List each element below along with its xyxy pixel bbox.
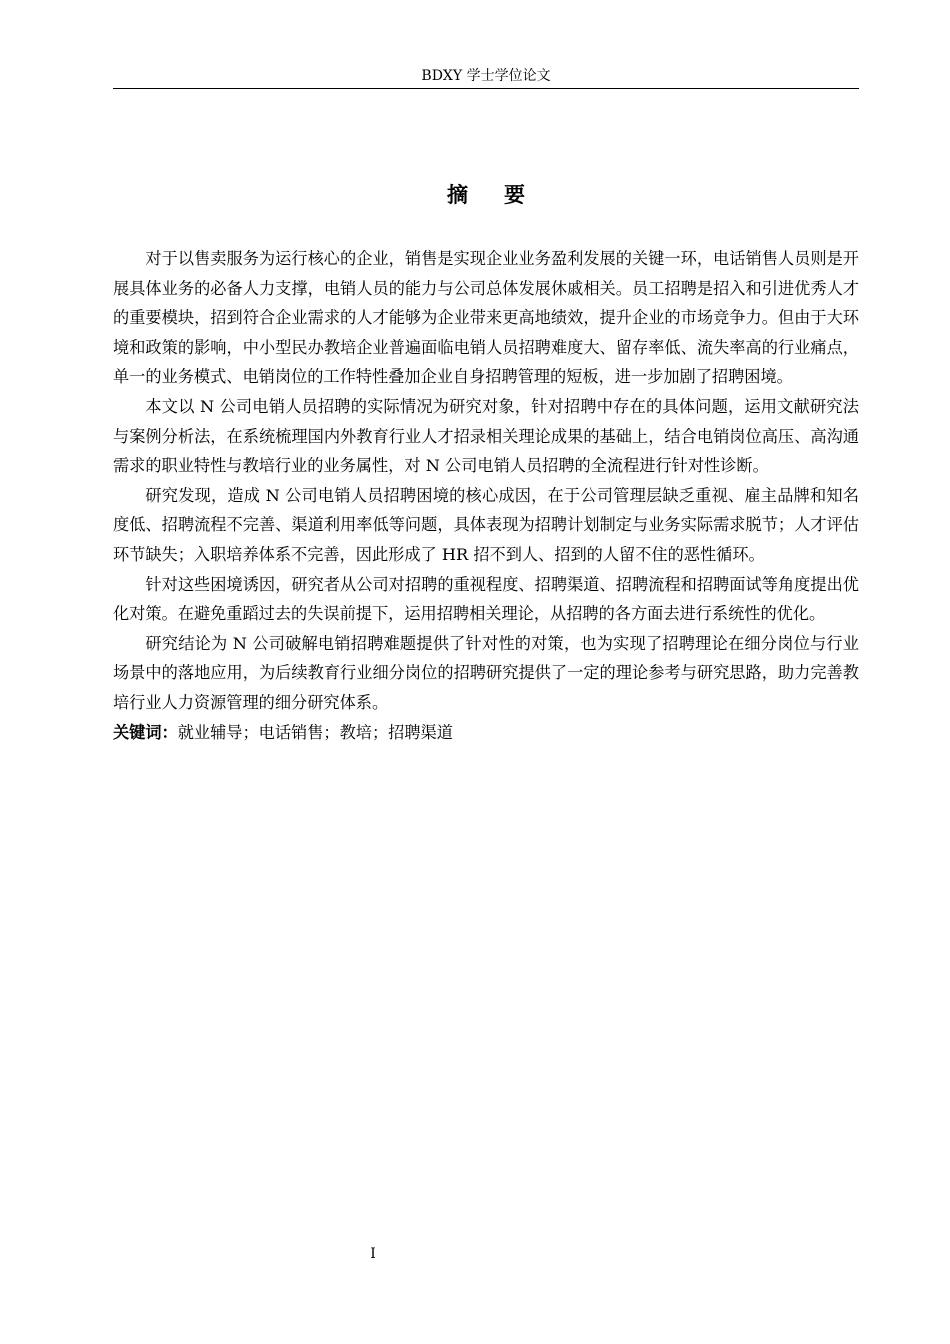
abstract-paragraph-5: 研究结论为 N 公司破解电销招聘难题提供了针对性的对策，也为实现了招聘理论在细分岗位与行业场景中的落地应用，为后续教育行业细分岗位的招聘研究提供了一定的理论参考与研究思路，助力完善教培行业人力资源管理的细分研究体系。 bbox=[113, 633, 859, 712]
header-divider bbox=[113, 88, 859, 89]
abstract-paragraph-2: 本文以 N 公司电销人员招聘的实际情况为研究对象，针对招聘中存在的具体问题，运用文献研究法与案例分析法，在系统梳理国内外教育行业人才招录相关理论成果的基础上，结合电销岗位高压、高沟通需求的职业特性与教培行业的业务属性，对 N 公司电销人员招聘的全流程进行针对性诊断。 bbox=[113, 396, 859, 476]
keywords-label: 关键词： bbox=[113, 722, 178, 742]
abstract-paragraph-3: 研究发现，造成 N 公司电销人员招聘困境的核心成因，在于公司管理层缺乏重视、雇主品牌和知名度低、招聘流程不完善、渠道利用率低等问题，具体表现为招聘计划制定与业务实际需求脱节；人才评估环节缺失；入职培养体系不完善，因此形成了 HR 招不到人、招到的人留不住的恶性循环。 bbox=[113, 485, 859, 564]
abstract-paragraph-4: 针对这些困境诱因，研究者从公司对招聘的重视程度、招聘渠道、招聘流程和招聘面试等角度提出优化对策。在避免重蹈过去的失误前提下，运用招聘相关理论，从招聘的各方面去进行系统性的优化。 bbox=[113, 574, 859, 624]
keywords-line bbox=[113, 718, 859, 748]
abstract-paragraph-1: 对于以售卖服务为运行核心的企业，销售是实现企业业务盈利发展的关键一环，电话销售人员则是开展具体业务的必备人力支撑，电销人员的能力与公司总体发展休戚相关。员工招聘是招入和引进优秀人才的重要模块，招到符合企业需求的人才能够为企业带来更高地绩效，提升企业的市场竞争力。但由于大环境和政策的影响，中小型民办教培企业普遍面临电销人员招聘难度大、留存率低、流失率高的行业痛点，单一的业务模式、电销岗位的工作特性叠加企业自身招聘管理的短板，进一步加剧了招聘困境。 bbox=[113, 249, 859, 387]
keywords-text: 就业辅导；电话销售；教培；招聘渠道 bbox=[177, 722, 453, 742]
running-header: BDXY 学士学位论文 bbox=[421, 68, 551, 84]
abstract-title: 摘要 bbox=[447, 183, 561, 207]
page-number: I bbox=[370, 1246, 376, 1262]
abstract-body bbox=[113, 244, 859, 747]
